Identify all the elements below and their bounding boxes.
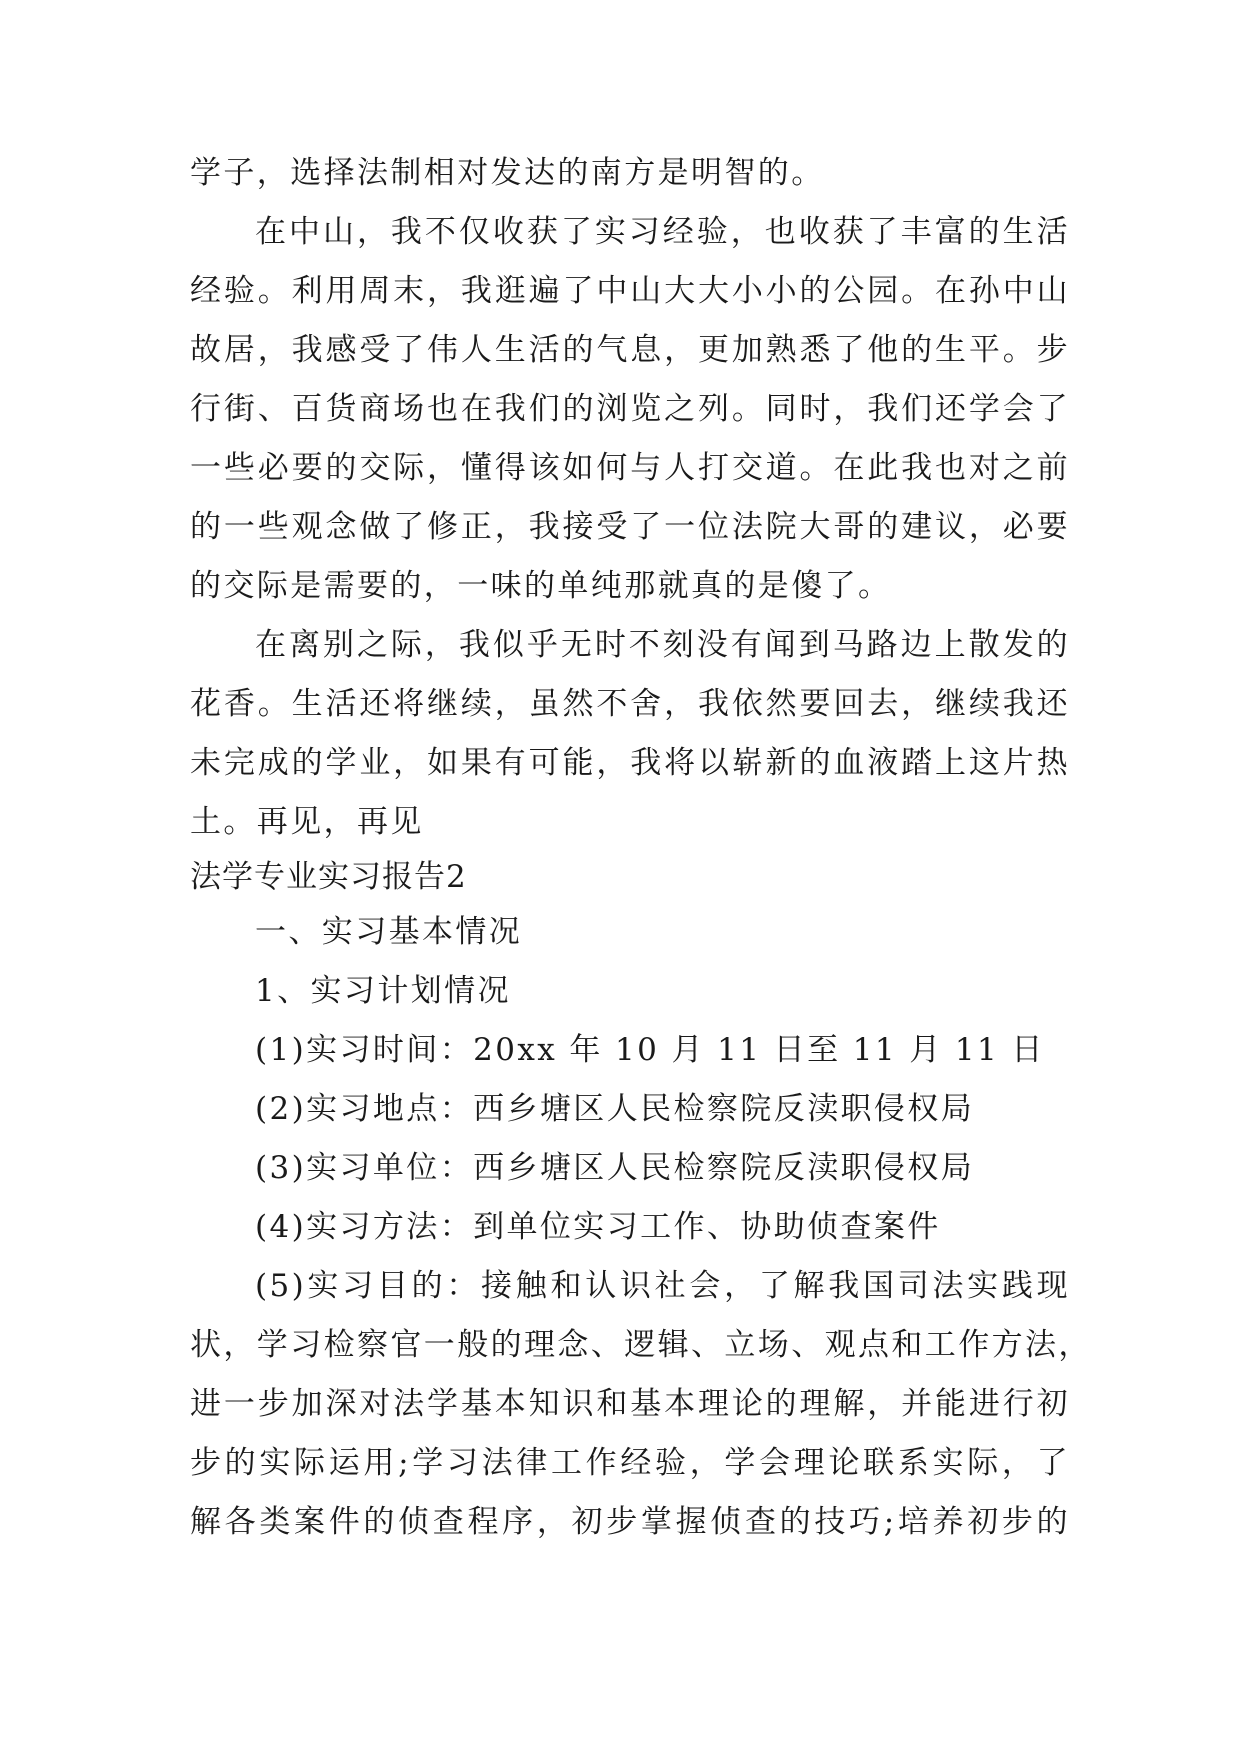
text-line: 故居，我感受了伟人生活的气息，更加熟悉了他的生平。步: [190, 332, 1070, 368]
text-line: 未完成的学业，如果有可能，我将以崭新的血液踏上这片热: [190, 745, 1070, 781]
text-line: 状，学习检察官一般的理念、逻辑、立场、观点和工作方法，: [190, 1327, 1092, 1363]
text-line: 步的实际运用;学习法律工作经验，学会理论联系实际，了: [190, 1445, 1070, 1481]
text-line: 花香。生活还将继续，虽然不舍，我依然要回去，继续我还: [190, 686, 1070, 722]
list-item: (2)实习地点：西乡塘区人民检察院反渎职侵权局: [255, 1091, 975, 1127]
text-line: 土。再见，再见: [190, 804, 424, 840]
paragraph-first-line: 在离别之际，我似乎无时不刻没有闻到马路边上散发的: [255, 627, 1070, 663]
text-line: 行街、百货商场也在我们的浏览之列。同时，我们还学会了: [190, 391, 1070, 427]
text-line: 解各类案件的侦查程序，初步掌握侦查的技巧;培养初步的: [190, 1504, 1070, 1540]
paragraph-first-line: 在中山，我不仅收获了实习经验，也收获了丰富的生活: [255, 214, 1070, 250]
text-line: 学子，选择法制相对发达的南方是明智的。: [190, 155, 825, 191]
list-item: (5)实习目的：接触和认识社会，了解我国司法实践现: [255, 1268, 1070, 1304]
text-line: 经验。利用周末，我逛遍了中山大大小小的公园。在孙中山: [190, 273, 1070, 309]
subsection-heading: 1、实习计划情况: [255, 973, 511, 1009]
text-line: 一些必要的交际，懂得该如何与人打交道。在此我也对之前: [190, 450, 1070, 486]
list-item: (4)实习方法：到单位实习工作、协助侦查案件: [255, 1209, 941, 1245]
text-line: 进一步加深对法学基本知识和基本理论的理解，并能进行初: [190, 1386, 1070, 1422]
text-line: 的交际是需要的，一味的单纯那就真的是傻了。: [190, 568, 892, 604]
list-item: (1)实习时间：20xx 年 10 月 11 日至 11 月 11 日: [255, 1032, 1045, 1068]
list-item: (3)实习单位：西乡塘区人民检察院反渎职侵权局: [255, 1150, 975, 1186]
subsection-heading: 一、实习基本情况: [255, 914, 523, 950]
text-line: 的一些观念做了修正，我接受了一位法院大哥的建议，必要: [190, 509, 1070, 545]
section-title: 法学专业实习报告2: [190, 859, 467, 895]
